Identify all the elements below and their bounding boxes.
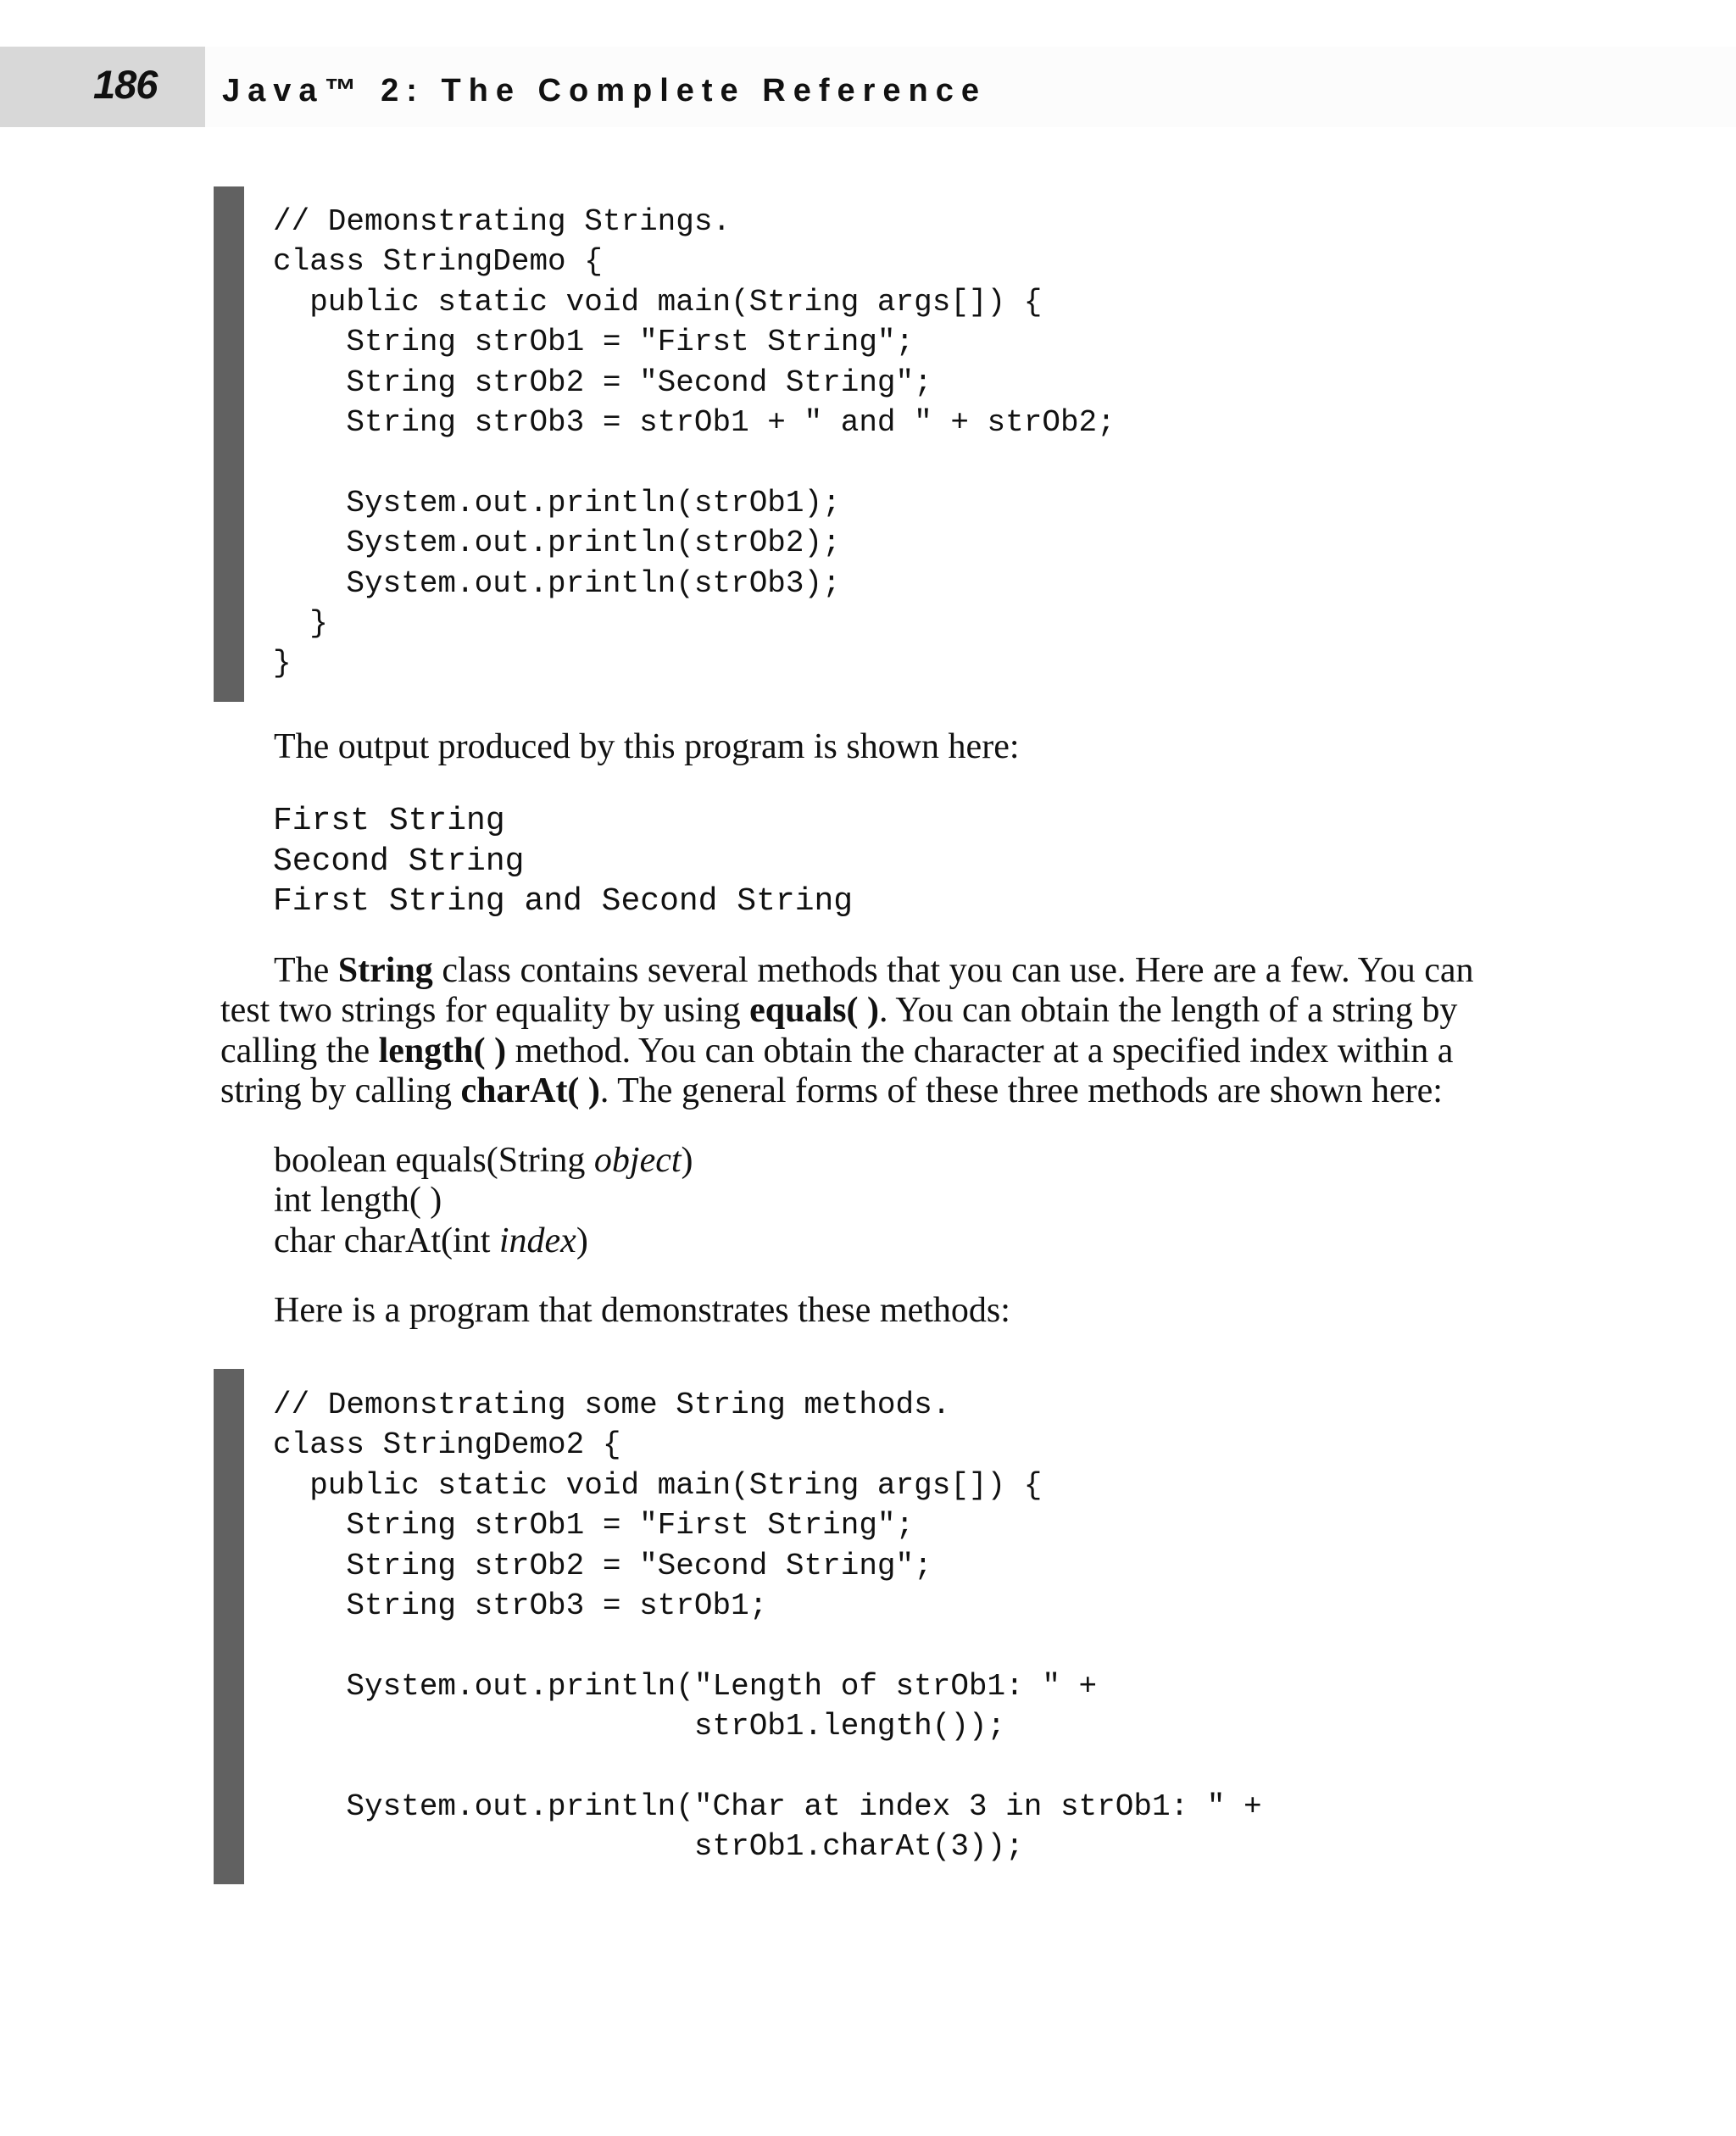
term-length: length( ) bbox=[378, 1031, 507, 1071]
output-line: First String and Second String bbox=[273, 883, 854, 920]
running-head: Java™ 2: The Complete Reference bbox=[222, 73, 988, 108]
text: class contains several methods that you can use. Here are a few. You can test two strings for equality by using bbox=[220, 951, 1474, 1031]
code-line: System.out.println(strOb1); bbox=[273, 485, 841, 520]
code-line: String strOb3 = strOb1; bbox=[273, 1588, 768, 1624]
code-line: } bbox=[273, 646, 292, 681]
term-equals: equals( ) bbox=[749, 991, 879, 1031]
code-line: System.out.println(strOb2); bbox=[273, 526, 841, 561]
text: method. You can obtain the character at a specified index within a string by calling bbox=[220, 1031, 1454, 1110]
form-length: int length( ) bbox=[274, 1181, 442, 1221]
text: . The general forms of these three methods are shown here: bbox=[599, 1071, 1443, 1110]
output-line: Second String bbox=[273, 843, 525, 880]
code-line: String strOb2 = "Second String"; bbox=[273, 364, 932, 400]
text: The bbox=[274, 951, 338, 990]
code-line: class StringDemo { bbox=[273, 244, 603, 280]
code-line: class StringDemo2 { bbox=[273, 1427, 621, 1463]
code-line: } bbox=[273, 606, 328, 642]
code-line: String strOb1 = "First String"; bbox=[273, 325, 915, 360]
code-line: System.out.println(strOb3); bbox=[273, 565, 841, 601]
code-line: public static void main(String args[]) { bbox=[273, 284, 1043, 320]
code-line: public static void main(String args[]) { bbox=[273, 1467, 1043, 1503]
output-intro: The output produced by this program is shown here: bbox=[274, 727, 1020, 766]
code-line: // Demonstrating some String methods. bbox=[273, 1388, 951, 1422]
code-block-string-demo bbox=[273, 202, 1116, 684]
text: boolean equals(String bbox=[274, 1141, 594, 1180]
text: . You can obtain the length of a string by calling the bbox=[220, 991, 1458, 1071]
term-charat: charAt( ) bbox=[460, 1071, 600, 1110]
code-block-string-demo2 bbox=[273, 1385, 1262, 1867]
body-paragraph bbox=[220, 951, 1517, 1111]
term-string: String bbox=[337, 951, 433, 990]
code-block-bar bbox=[214, 186, 244, 702]
code-line: strOb1.charAt(3)); bbox=[273, 1829, 1024, 1865]
code-line: String strOb3 = strOb1 + " and " + strOb2; bbox=[273, 405, 1116, 441]
param: index bbox=[498, 1221, 576, 1260]
output-block bbox=[273, 801, 853, 922]
output-line: First String bbox=[273, 803, 505, 839]
code-line: // Demonstrating Strings. bbox=[273, 204, 732, 239]
code-line: System.out.println("Char at index 3 in strOb1: " + bbox=[273, 1789, 1262, 1825]
page-number: 186 bbox=[93, 62, 158, 107]
code-line: String strOb1 = "First String"; bbox=[273, 1508, 915, 1544]
form-equals bbox=[274, 1141, 693, 1181]
text: ) bbox=[681, 1141, 693, 1180]
param: object bbox=[593, 1141, 682, 1180]
code-line: System.out.println("Length of strOb1: " + bbox=[273, 1668, 1098, 1704]
form-charat bbox=[274, 1221, 693, 1261]
code-block-bar bbox=[214, 1369, 244, 1884]
code-line: String strOb2 = "Second String"; bbox=[273, 1548, 932, 1583]
text: ) bbox=[576, 1221, 588, 1260]
code-line: strOb1.length()); bbox=[273, 1709, 1006, 1744]
text: char charAt(int bbox=[274, 1221, 499, 1260]
method-forms bbox=[274, 1141, 693, 1261]
program-intro: Here is a program that demonstrates these methods: bbox=[274, 1291, 1010, 1330]
